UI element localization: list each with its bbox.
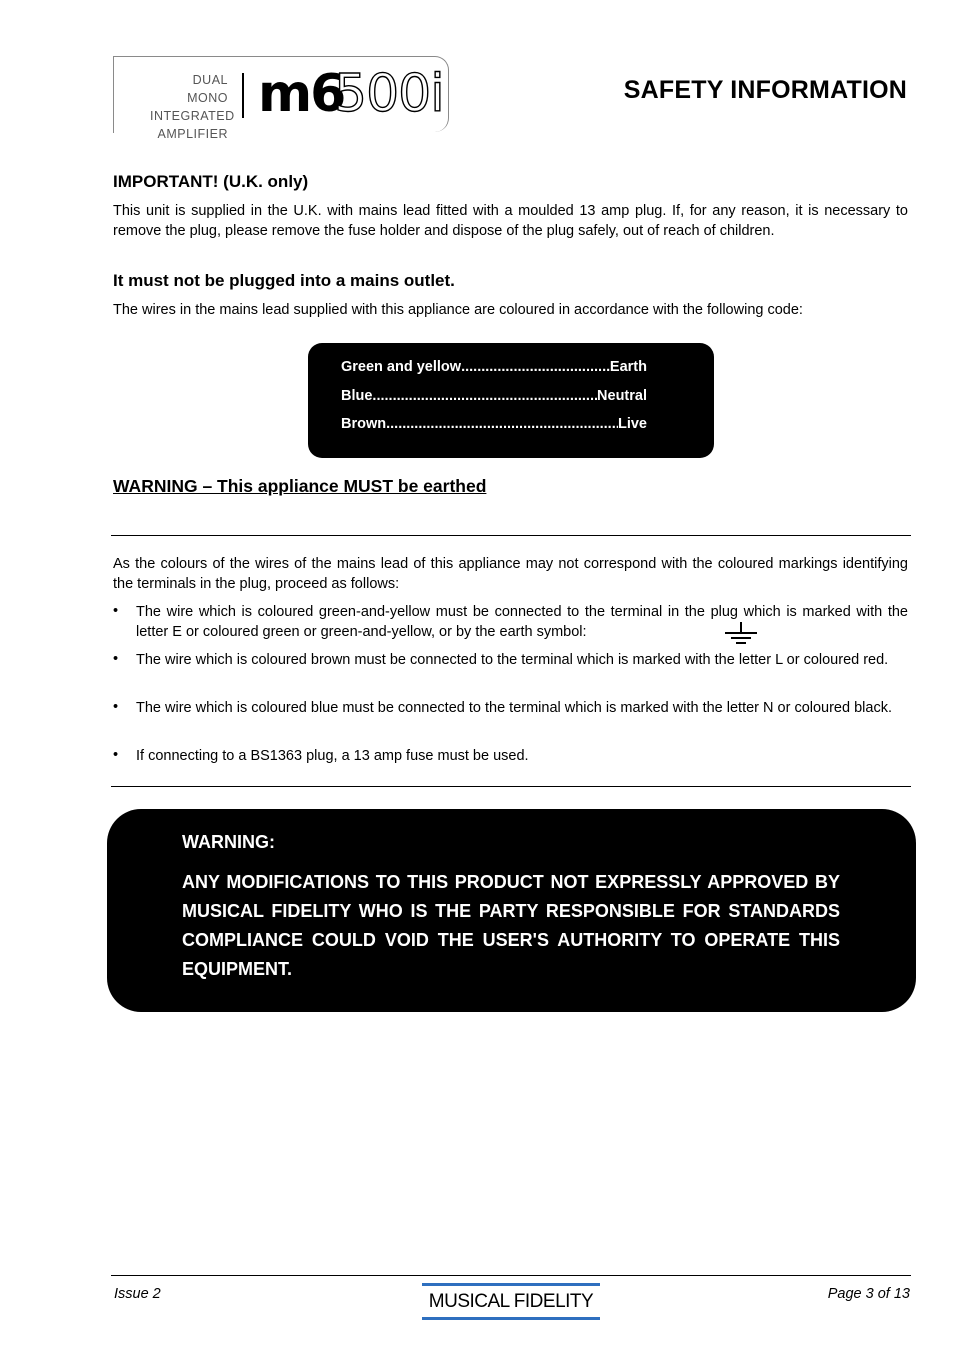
page-number: Page 3 of 13 bbox=[827, 1286, 910, 1302]
wire-code-row bbox=[341, 388, 647, 404]
logo-desc-line: AMPLIFIER bbox=[157, 127, 228, 141]
wire-meaning: Neutral bbox=[597, 388, 647, 404]
product-logo-description bbox=[150, 71, 235, 143]
wire-code-intro: The wires in the mains lead supplied with this appliance are coloured in accordance with the following code: bbox=[113, 302, 803, 318]
uk-plug-paragraph: This unit is supplied in the U.K. with mains lead fitted with a moulded 13 amp plug. If, for any reason, it is necessary to remove the plug, please remove the fuse holder and dispose of the plug safely, out of reach of children. bbox=[113, 203, 908, 239]
wire-colour: Green and yellow bbox=[341, 359, 462, 375]
bullet-item-earth bbox=[136, 603, 908, 642]
earth-ground-icon bbox=[724, 622, 758, 646]
mains-outlet-warning-heading: It must not be plugged into a mains outlet. bbox=[113, 271, 455, 290]
issue-number: Issue 2 bbox=[114, 1286, 161, 1302]
bullet-item-fuse: If connecting to a BS1363 plug, a 13 amp fuse must be used. bbox=[136, 748, 529, 764]
warning-title: WARNING: bbox=[182, 832, 275, 852]
wire-code-row bbox=[341, 416, 647, 432]
wire-colour-code-box bbox=[308, 343, 714, 458]
product-logo-model-number: 500i bbox=[334, 64, 444, 124]
terminal-instructions-intro: As the colours of the wires of the mains lead of this appliance may not correspond with the coloured markings identifying the terminals in the plug, proceed as follows: bbox=[113, 556, 908, 592]
logo-desc-line: INTEGRATED bbox=[150, 109, 235, 123]
wire-colour: Blue bbox=[341, 388, 373, 404]
wire-colour: Brown bbox=[341, 416, 387, 432]
footer-divider bbox=[111, 1275, 911, 1276]
bullet-marker: • bbox=[113, 603, 119, 619]
brand-logo: MUSICAL FIDELITY bbox=[422, 1283, 600, 1320]
modification-warning-box bbox=[107, 809, 916, 1012]
section-heading-uk: IMPORTANT! (U.K. only) bbox=[113, 172, 309, 191]
bullet-item-live: The wire which is coloured brown must be connected to the terminal which is marked with the letter L or coloured red. bbox=[136, 652, 889, 668]
bullet-text: The wire which is coloured green-and-yellow must be connected to the terminal in the plug which is marked with the letter E or coloured green or green-and-yellow, or by the earth symbol: bbox=[136, 604, 908, 640]
bullet-marker: • bbox=[113, 651, 119, 667]
wire-meaning: Live bbox=[617, 416, 647, 432]
earthed-warning-heading: WARNING – This appliance MUST be earthed bbox=[113, 476, 487, 496]
logo-divider bbox=[242, 73, 244, 118]
product-logo-model-prefix: m6 bbox=[258, 64, 345, 124]
bullet-item-neutral: The wire which is coloured blue must be connected to the terminal which is marked with the letter N or coloured black. bbox=[136, 700, 892, 716]
wire-meaning: Earth bbox=[609, 359, 647, 375]
bullet-marker: • bbox=[113, 699, 119, 715]
bullet-marker: • bbox=[113, 747, 119, 763]
page-title: SAFETY INFORMATION bbox=[623, 76, 907, 104]
wire-code-row bbox=[341, 359, 647, 375]
logo-desc-line: DUAL MONO bbox=[187, 73, 228, 105]
warning-body: ANY MODIFICATIONS TO THIS PRODUCT NOT EXPRESSLY APPROVED BY MUSICAL FIDELITY WHO IS THE PARTY RESPONSIBLE FOR STANDARDS COMPLIANCE COULD VOID THE USER'S AUTHORITY TO OPERATE THIS EQUIPMENT. bbox=[182, 872, 840, 979]
divider bbox=[111, 535, 911, 536]
divider bbox=[111, 786, 911, 787]
